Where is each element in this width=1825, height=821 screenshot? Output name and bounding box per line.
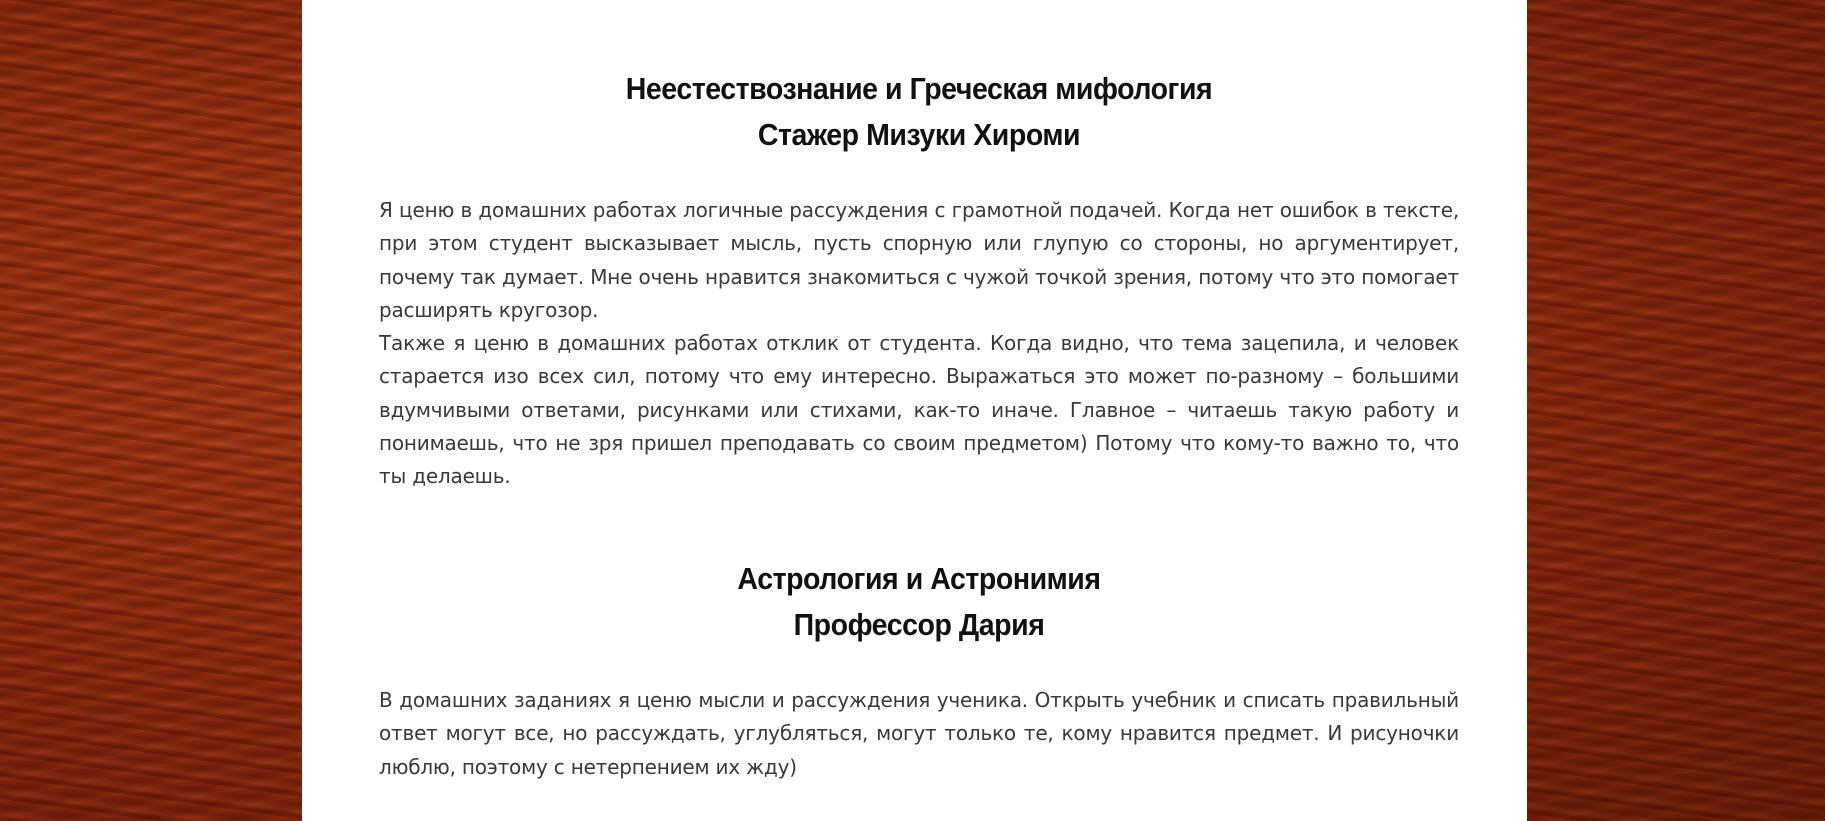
- teacher-name: Профессор Дария: [793, 607, 1045, 642]
- teacher-section-mythology: [379, 66, 1459, 494]
- content-panel: [302, 0, 1527, 821]
- section-heading: [422, 556, 1416, 648]
- section-body: [379, 684, 1459, 784]
- subject-title: Неестествознание и Греческая мифология: [625, 71, 1213, 106]
- paragraph: Я ценю в домашних работах логичные рассуждения с грамотной подачей. Когда нет ошибок в тексте, при этом студент высказывает мысль, пусть спорную или глупую со стороны, но аргументирует, почему так думает. Мне очень нравится знакомиться с чужой точкой зрения, потому что это помогает расширять кругозор.: [379, 198, 1459, 322]
- teacher-section-astrology: [379, 556, 1459, 784]
- paragraph: Также я ценю в домашних работах отклик от студента. Когда видно, что тема зацепила, и человек старается изо всех сил, потому что ему интересно. Выражаться это может по-разному – большими вдумчивыми ответами, рисунками или стихами, как-то иначе. Главное – читаешь такую работу и понимаешь, что не зря пришел преподавать со своим предметом) Потому что кому-то важно то, что ты делаешь.: [379, 331, 1459, 489]
- teacher-name: Стажер Мизуки Хироми: [757, 117, 1081, 152]
- subject-title: Астрология и Астронимия: [737, 561, 1101, 596]
- paragraph: В домашних заданиях я ценю мысли и рассуждения ученика. Открыть учебник и списать правильный ответ могут все, но рассуждать, углубляться, могут только те, кому нравится предмет. И рисуночки люблю, поэтому с нетерпением их жду): [379, 688, 1459, 779]
- section-heading: [422, 66, 1416, 158]
- wood-background-left: [0, 0, 302, 821]
- wood-background-right: [1527, 0, 1825, 821]
- section-body: [379, 194, 1459, 494]
